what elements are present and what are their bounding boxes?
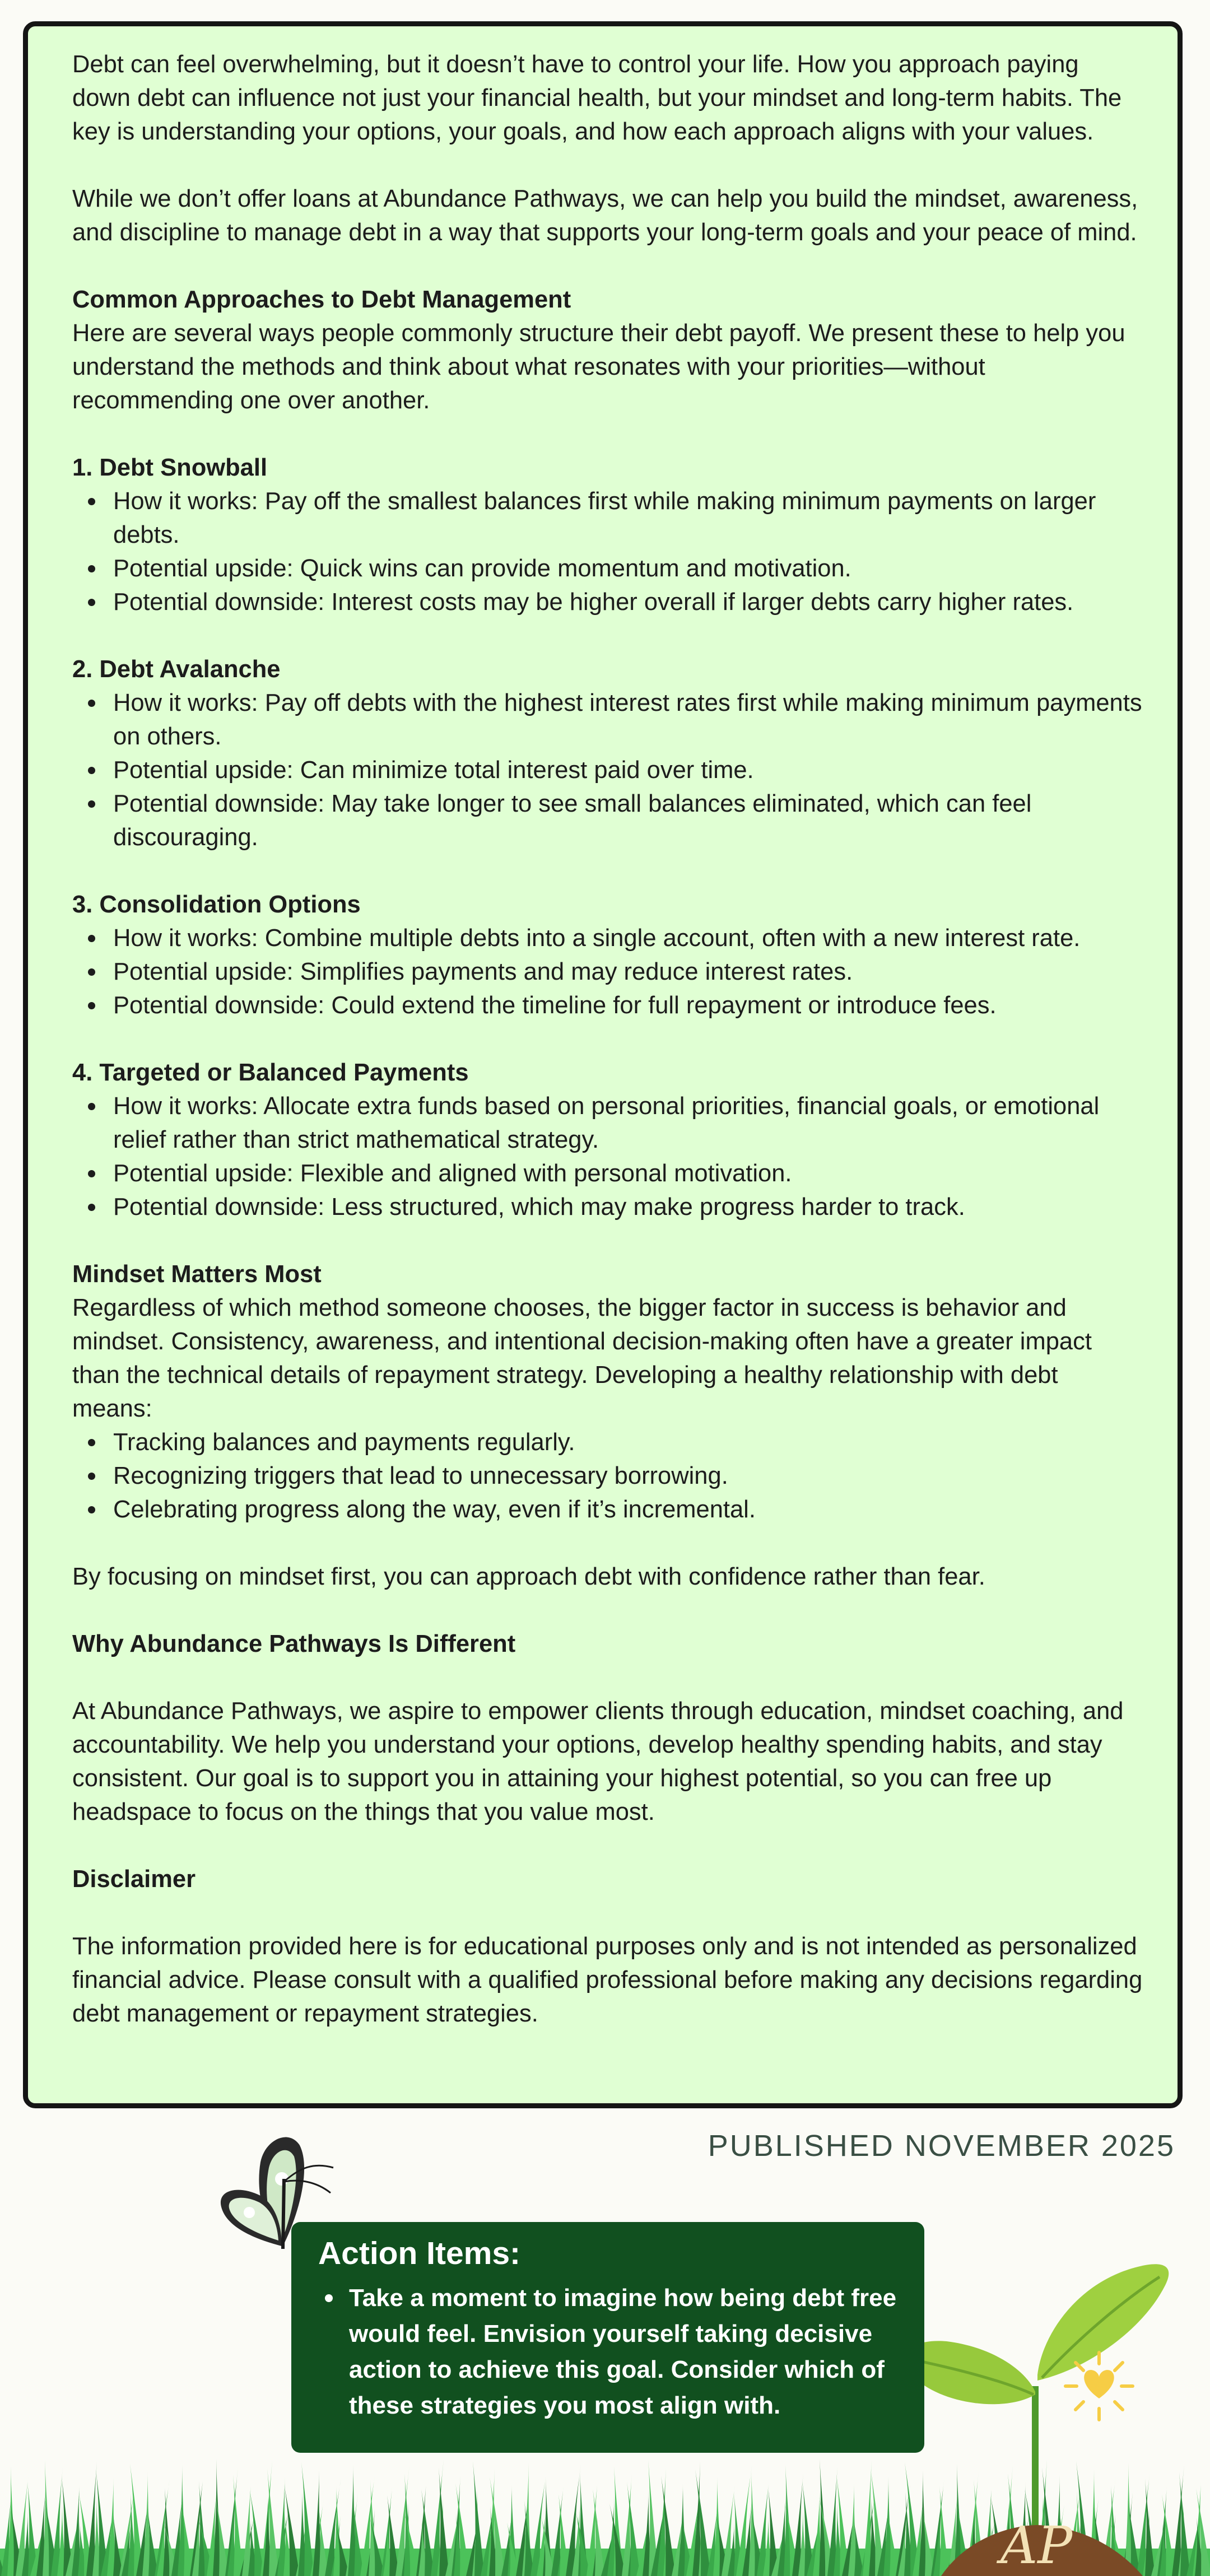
mindset-heading: Mindset Matters Most <box>72 1261 322 1288</box>
approach-list-consolidation <box>72 921 1143 1022</box>
mindset-text: Regardless of which method someone chooses, the bigger factor in success is behavior and mindset. Consistency, awareness, and intentional decision-making often have a greater impact than the technical details of repayment strategy. Developing a healthy relationship with debt means: <box>72 1294 1092 1422</box>
intro-paragraph-1: Debt can feel overwhelming, but it doesn’t have to control your life. How you approach paying down debt can influence not just your financial health, but your mindset and long-term habits. The key is understanding your options, your goals, and how each approach aligns with your values. <box>72 51 1122 145</box>
list-item: Take a moment to imagine how being debt free would feel. Envision yourself taking decisive action to achieve this goal. Consider which of these strategies you most align with. <box>318 2280 899 2424</box>
approach-title-avalanche: 2. Debt Avalanche <box>72 656 281 683</box>
list-item: Tracking balances and payments regularly. <box>72 1426 1143 1459</box>
plant-sprout-icon <box>896 2201 1188 2576</box>
intro-paragraph-2: While we don’t offer loans at Abundance Pathways, we can help you build the mindset, awareness, and discipline to manage debt in a way that supports your long-term goals and your peace of mind. <box>72 185 1138 246</box>
list-item: Potential upside: Can minimize total interest paid over time. <box>72 753 1143 787</box>
mindset-list <box>72 1426 1143 1526</box>
list-item: How it works: Pay off debts with the highest interest rates first while making minimum payments on others. <box>72 686 1143 753</box>
disclaimer-heading: Disclaimer <box>72 1866 196 1893</box>
approach-list-avalanche <box>72 686 1143 854</box>
sun-heart-icon <box>1065 2353 1133 2420</box>
list-item: Potential upside: Quick wins can provide momentum and motivation. <box>72 552 1143 585</box>
approach-title-consolidation: 3. Consolidation Options <box>72 891 361 918</box>
common-approaches-text: Here are several ways people commonly structure their debt payoff. We present these to help you understand the methods and think about what resonates with your priorities—without recommending one over another. <box>72 320 1125 414</box>
list-item: How it works: Combine multiple debts into a single account, often with a new interest rate. <box>72 921 1143 955</box>
common-approaches-heading: Common Approaches to Debt Management <box>72 286 571 313</box>
action-items-list <box>318 2280 899 2424</box>
why-heading: Why Abundance Pathways Is Different <box>72 1631 516 1657</box>
list-item: Potential upside: Flexible and aligned with personal motivation. <box>72 1157 1143 1190</box>
why-text: At Abundance Pathways, we aspire to empower clients through education, mindset coaching, and accountability. We help you understand your options, develop healthy spending habits, and stay consistent. Our goal is to support you in attaining your highest potential, so you can free up headspace to focus on the things that you value most. <box>72 1698 1124 1825</box>
action-items-box <box>291 2222 924 2453</box>
published-date: PUBLISHED NOVEMBER 2025 <box>708 2129 1175 2163</box>
approach-title-snowball: 1. Debt Snowball <box>72 454 268 481</box>
approach-list-targeted <box>72 1089 1143 1224</box>
approach-list-snowball <box>72 485 1143 619</box>
list-item: Recognizing triggers that lead to unnecessary borrowing. <box>72 1459 1143 1493</box>
mindset-closing: By focusing on mindset first, you can approach debt with confidence rather than fear. <box>72 1563 985 1590</box>
approach-title-targeted: 4. Targeted or Balanced Payments <box>72 1059 469 1086</box>
list-item: How it works: Allocate extra funds based on personal priorities, financial goals, or emotional relief rather than strict mathematical strategy. <box>72 1089 1143 1157</box>
disclaimer-text: The information provided here is for educational purposes only and is not intended as personalized financial advice. Please consult with a qualified professional before making any decisions regarding debt management or repayment strategies. <box>72 1933 1143 2027</box>
list-item: How it works: Pay off the smallest balances first while making minimum payments on larger debts. <box>72 485 1143 552</box>
list-item: Potential upside: Simplifies payments and may reduce interest rates. <box>72 955 1143 989</box>
logo-monogram: AP <box>1000 2516 1073 2575</box>
list-item: Potential downside: Could extend the timeline for full repayment or introduce fees. <box>72 989 1143 1022</box>
action-items-title: Action Items: <box>318 2235 521 2271</box>
list-item: Celebrating progress along the way, even if it’s incremental. <box>72 1493 1143 1526</box>
article-card <box>23 21 1183 2108</box>
list-item: Potential downside: May take longer to see small balances eliminated, which can feel discouraging. <box>72 787 1143 854</box>
list-item: Potential downside: Less structured, which may make progress harder to track. <box>72 1190 1143 1224</box>
list-item: Potential downside: Interest costs may be higher overall if larger debts carry higher rates. <box>72 585 1143 619</box>
